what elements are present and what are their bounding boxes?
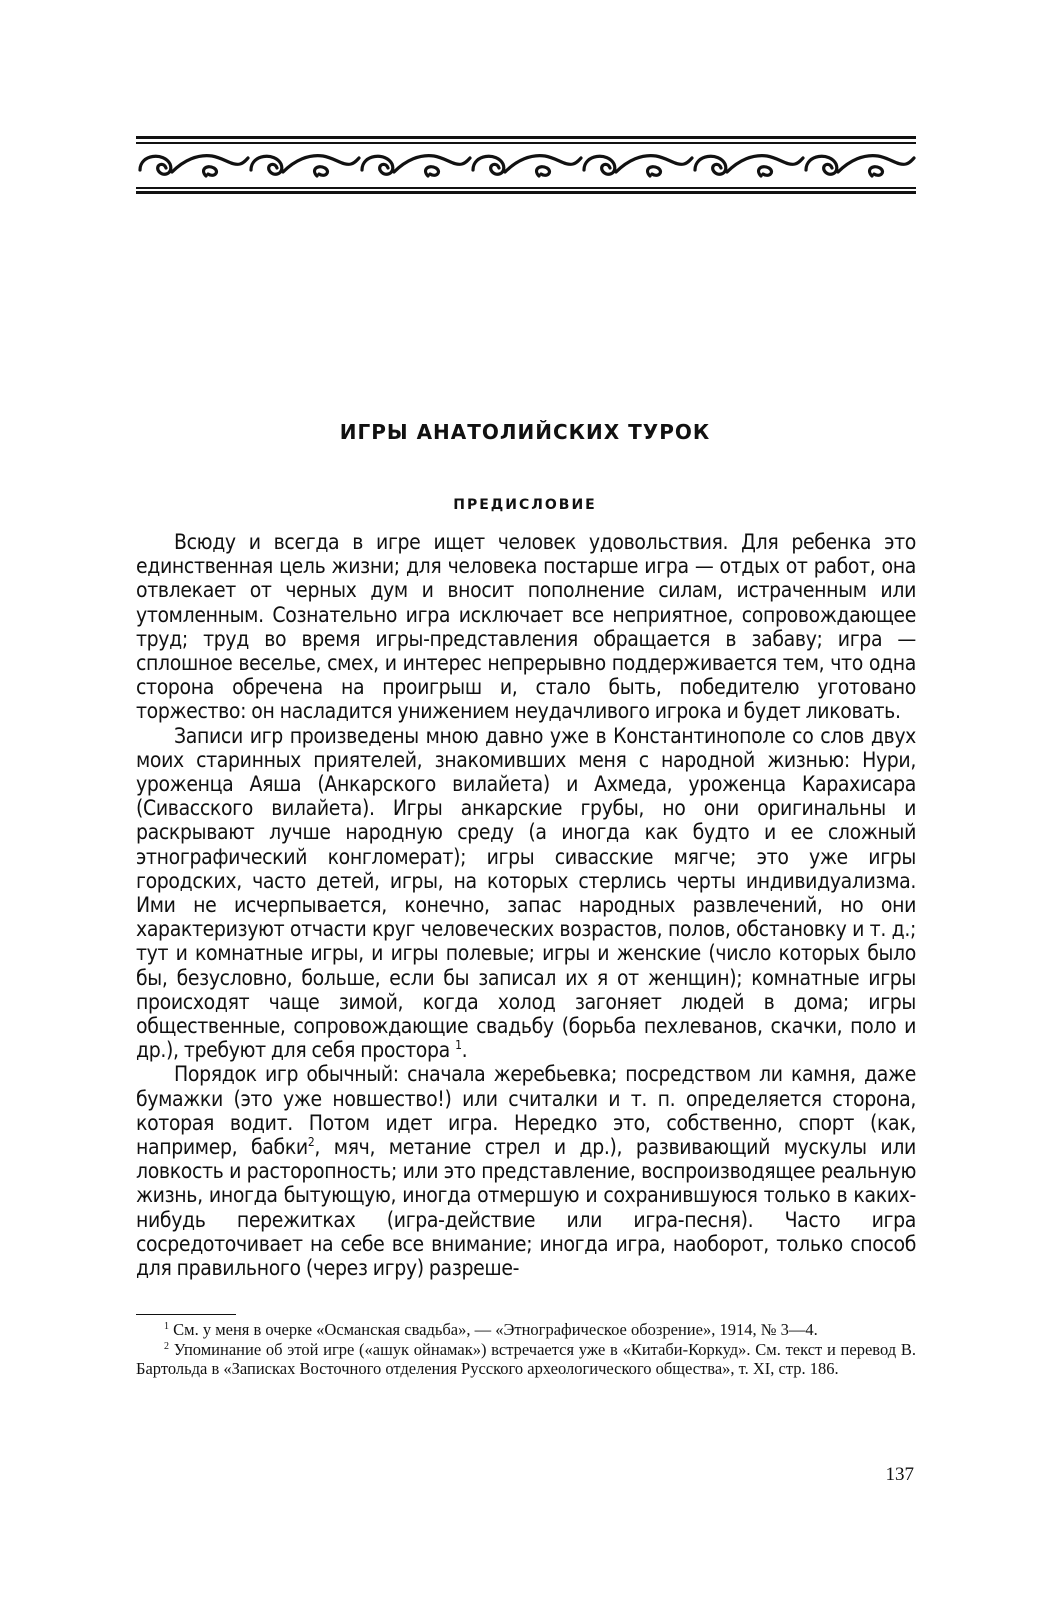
paragraph-3-text-a: Порядок игр обычный: сначала жеребьевка; посредством ли камня, даже бумажки (это уже новшество!) или считалки и т. п. определяется сторона, которая водит. Потом идет игра. Нередко это, собственно, спорт (как, например, бабки — [136, 1062, 916, 1160]
main-text — [136, 530, 916, 1280]
paragraph-2-tail: . — [461, 1038, 468, 1063]
paragraph-3-text-b: , мяч, метание стрел и др.), развивающий мускулы или ловкость и расторопность; или это представление, воспроизводящее реальную жизнь, иногда бытующую, иногда отмершую и сохранившуюся только в каких-нибудь пережитках (игра-действие или игра-песня). Часто игра сосредоточивает на себе все внимание; иногда игра, наоборот, только способ для правильного (через игру) разреше- — [136, 1135, 916, 1281]
footnote-1 — [136, 1320, 916, 1340]
footnotes — [136, 1320, 916, 1379]
footnote-ref-2[interactable]: 2 — [307, 1135, 315, 1150]
ornament-rule-top — [136, 136, 916, 139]
footnote-1-mark: 1 — [164, 1321, 169, 1332]
footnote-ref-1[interactable]: 1 — [455, 1038, 462, 1053]
paragraph-2-text: Записи игр произведены мною давно уже в Константинополе со слов двух моих старинных приятелей, знакомивших меня с народной жизнью: Нури, уроженца Аяша (Анкарского вилайета) и Ахмеда, уроженца Карахисара (Сивасского вилайета). Игры анкарские грубы, но они оригинальны и раскрывают лучше народную среду (а иногда как будто и ее сложный этнографический конгломерат); игры сивасские мягче; это уже игры городских, часто детей, игры, на которых стерлись черты индивидуализма. Ими не исчерпывается, конечно, запас народных развлечений, но они характеризуют отчасти круг человеческих возрастов, полов, обстановку и т. д.; тут и комнатные игры, и игры полевые; игры и женские (число которых было бы, безусловно, больше, если бы записал их я от женщин); комнатные игры происходят чаще зимой, когда холод загоняет людей в дома; игры общественные, сопровождающие свадьбу (борьба пехлеванов, скачки, поло и др.), требуют для себя простора — [136, 723, 916, 1063]
ornament-rule-top-thin — [136, 142, 916, 144]
paragraph-1 — [136, 530, 916, 724]
ornament-rule-bottom-thin — [136, 187, 916, 189]
section-heading: ПРЕДИСЛОВИЕ — [453, 497, 597, 513]
article-title: ИГРЫ АНАТОЛИЙСКИХ ТУРОК — [339, 420, 711, 444]
footnote-2 — [136, 1340, 916, 1379]
wave-ornament-header — [136, 136, 916, 194]
footnote-2-text: Упоминание об этой игре («ашук ойнамак») встречается уже в «Китаби-Коркуд». См. текст и перевод В. Бартольда в «Записках Восточного отделения Русского археологического общества», т. XI, стр. 186. — [136, 1339, 916, 1378]
wave-scroll-ornament-icon — [136, 146, 916, 186]
paragraph-1-text: Всюду и всегда в игре ищет человек удовольствия. Для ребенка это единственная цель жизни; для человека постарше игра — отдых от работ, она отвлекает от черных дум и вносит пополнение силам, истраченным или утомленным. Сознательно игра исключает все неприятное, сопровождающее труд; труд во время игры-представления обращается в забаву; игра — сплошное веселье, смех, и интерес непрерывно поддерживается тем, что одна сторона обречена на проигрыш и, стало быть, победителю уготовано торжество: он насладится унижением неудачливого игрока и будет ликовать. — [136, 530, 916, 724]
footnote-2-mark: 2 — [164, 1340, 169, 1352]
footnote-separator — [136, 1314, 236, 1315]
paragraph-3 — [136, 1062, 916, 1280]
page-number: 137 — [885, 1464, 914, 1485]
paragraph-2 — [136, 724, 916, 1063]
footnote-1-text: См. у меня в очерке «Османская свадьба», — «Этнографическое обозрение», 1914, № 3—4. — [173, 1320, 818, 1339]
ornament-rule-bottom — [136, 191, 916, 194]
